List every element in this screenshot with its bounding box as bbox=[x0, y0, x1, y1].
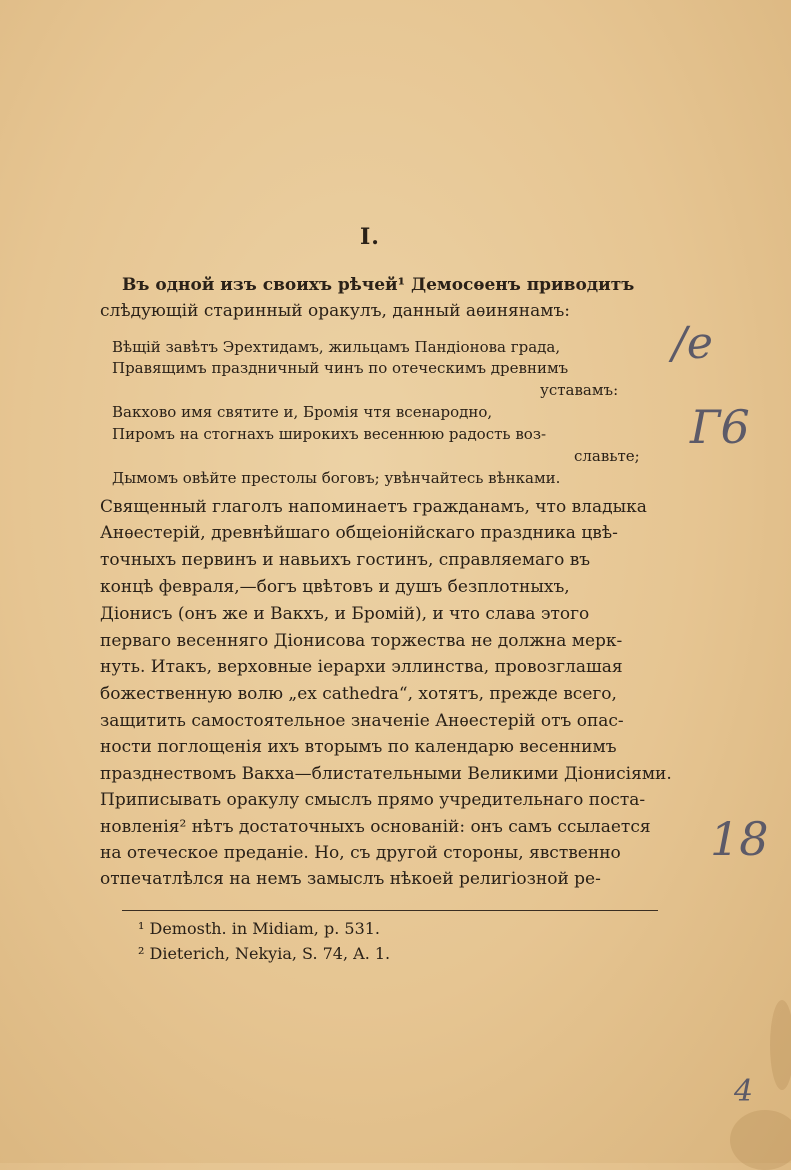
intro-line-2: слѣдующій старинный оракулъ, данный аѳинянамъ: bbox=[100, 301, 570, 321]
footnote-2: ² Dieterich, Nekyia, S. 74, A. 1. bbox=[138, 944, 391, 963]
paper-edge-wear bbox=[770, 1000, 791, 1090]
margin-note-4: 4 bbox=[734, 1074, 754, 1109]
body-line-12: Приписывать оракулу смыслъ прямо учредительнаго поста- bbox=[100, 790, 646, 810]
body-line-6: перваго весенняго Діонисова торжества не должна мерк- bbox=[100, 631, 623, 651]
body-line-15: отпечатлѣлся на немъ замыслъ нѣкоей религіозной ре- bbox=[100, 869, 601, 889]
body-line-5: Діонисъ (онъ же и Вакхъ, и Бромій), и что слава этого bbox=[100, 604, 590, 624]
intro-line-1: Въ одной изъ своихъ рѣчей¹ Демосѳенъ приводитъ bbox=[122, 275, 635, 295]
margin-note-3: 18 bbox=[710, 812, 769, 866]
footnote-rule bbox=[122, 910, 658, 911]
verse-line-3: уставамъ: bbox=[540, 381, 619, 399]
body-line-7: нуть. Итакъ, верховные іерархи эллинства, провозглашая bbox=[100, 657, 623, 677]
body-line-3: точныхъ первинъ и навьихъ гостинъ, справляемаго въ bbox=[100, 550, 591, 570]
margin-note-2: Г6 bbox=[690, 400, 750, 454]
verse-line-5: Пиромъ на стогнахъ широкихъ весеннюю радость воз- bbox=[112, 425, 547, 443]
body-line-10: ности поглощенія ихъ вторымъ по календарю весеннимъ bbox=[100, 737, 617, 757]
body-line-2: Анѳестерій, древнѣйшаго общеіонійскаго праздника цвѣ- bbox=[100, 523, 618, 543]
verse-line-6: славьте; bbox=[574, 447, 640, 465]
body-line-1: Священный глаголъ напоминаетъ гражданамъ, что владыка bbox=[100, 497, 647, 517]
body-line-8: божественную волю „ex cathedra“, хотятъ, прежде всего, bbox=[100, 684, 617, 704]
body-line-14: на отеческое преданіе. Но, съ другой стороны, явственно bbox=[100, 843, 621, 863]
body-line-9: защитить самостоятельное значеніе Анѳестерій отъ опас- bbox=[100, 711, 624, 731]
paper-stain bbox=[730, 1110, 791, 1170]
verse-line-7: Дымомъ овѣйте престолы боговъ; увѣнчайтесь вѣнками. bbox=[112, 469, 561, 487]
margin-note-1: /е bbox=[672, 318, 713, 369]
footnote-1: ¹ Demosth. in Midiam, p. 531. bbox=[138, 919, 381, 938]
verse-line-1: Вѣщій завѣтъ Эрехтидамъ, жильцамъ Пандіонова града, bbox=[112, 338, 561, 356]
verse-line-2: Правящимъ праздничный чинъ по отеческимъ древнимъ bbox=[112, 359, 569, 377]
body-line-13: новленія² нѣтъ достаточныхъ основаній: онъ самъ ссылается bbox=[100, 817, 651, 837]
body-line-4: концѣ февраля,—богъ цвѣтовъ и душъ безплотныхъ, bbox=[100, 577, 570, 597]
body-line-11: празднествомъ Вакха—блистательными Великими Діонисіями. bbox=[100, 764, 672, 784]
verse-line-4: Вакхово имя святите и, Бромія чтя всенародно, bbox=[112, 403, 493, 421]
chapter-heading: I. bbox=[360, 224, 380, 250]
